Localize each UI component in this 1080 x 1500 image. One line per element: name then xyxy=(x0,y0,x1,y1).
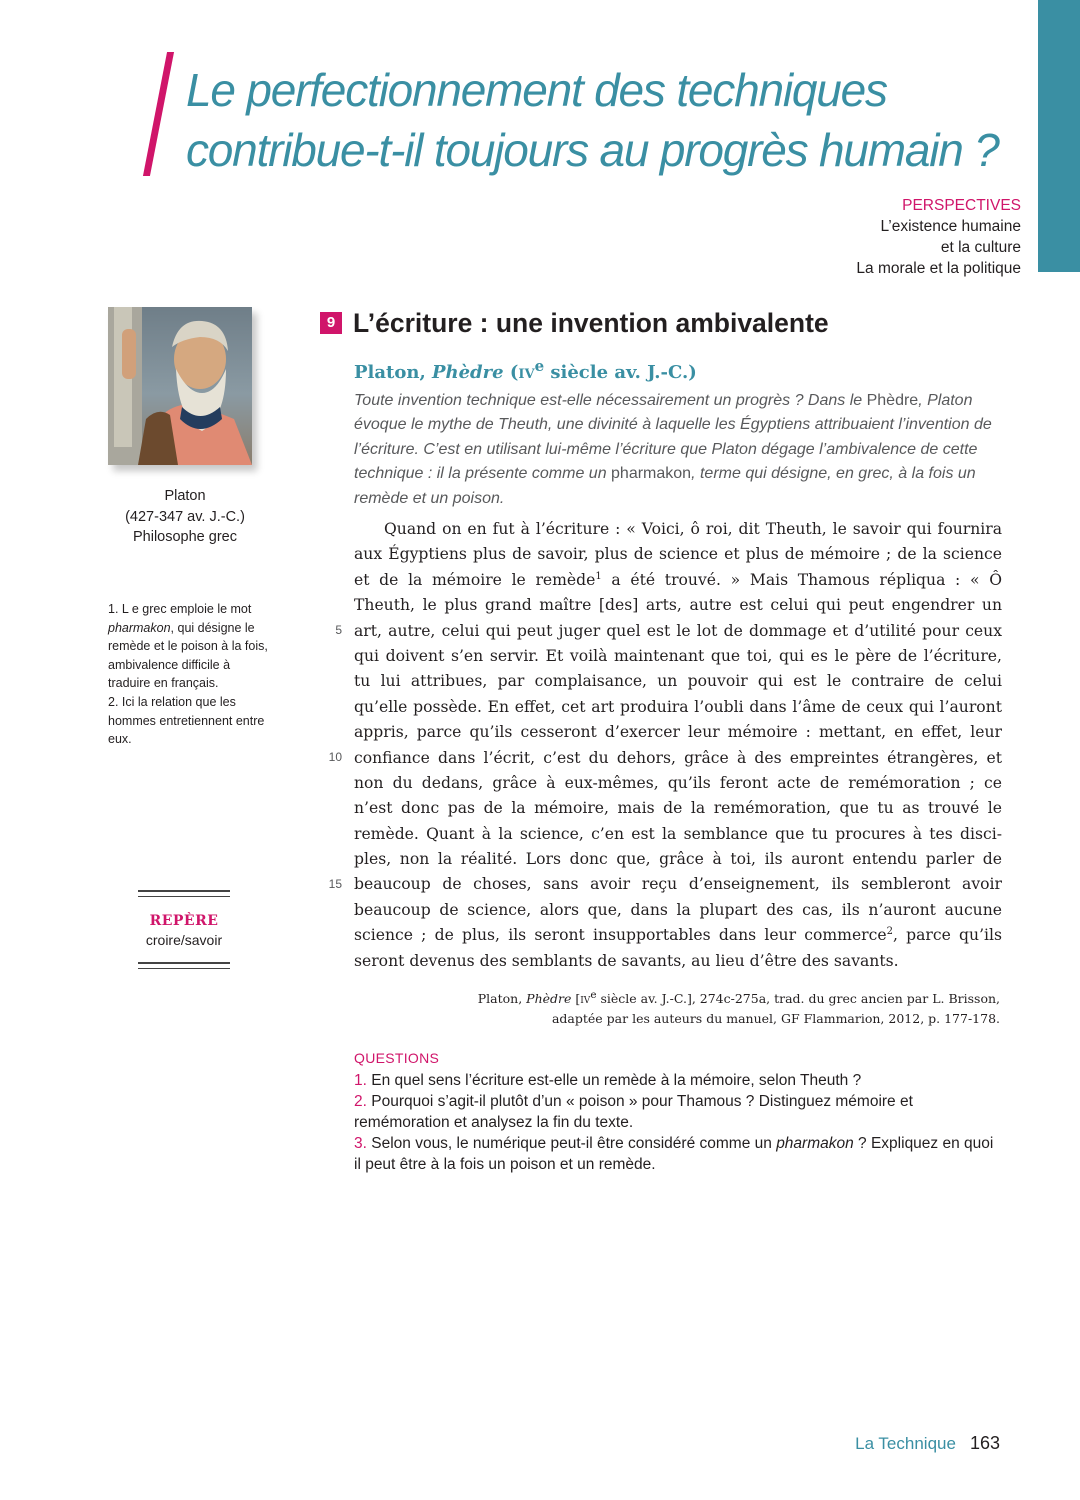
text-line: aux Égyptiens plus de savoir, plus de science et plus de mémoire ; de la science xyxy=(354,545,1002,564)
question-3: 3. Selon vous, le numérique peut-il être considéré comme un pharmakon ? Expliquez en quoi il peut être à la fois un poison et un remède. xyxy=(354,1135,994,1173)
line-number: 5 xyxy=(335,623,342,637)
plato-portrait-image xyxy=(108,307,252,465)
author-caption xyxy=(108,486,262,548)
page-number: 163 xyxy=(969,1433,1000,1453)
page-footer xyxy=(855,1433,1000,1454)
question-2: 2. Pourquoi s’agit-il plutôt d’un « poison » pour Thamous ? Distinguez mémoire et remémoration et analysez la fin du texte. xyxy=(354,1093,913,1131)
text-line: appris, parce qu’ils cesseront d’exercer leur mémoire : mettant, en effet, leur xyxy=(354,723,1002,742)
main-text xyxy=(354,517,1002,974)
citation-line1: Platon, Phèdre [$iv^e$ siècle av. J.-C.], 274c-275a, trad. du grec ancien par L. Brisson, xyxy=(477,989,1000,1007)
document-title: L’écriture : une invention ambivalente xyxy=(353,308,829,338)
text-line: seront devenus des semblants de savants, au lieu d’être des savants. xyxy=(354,951,899,970)
author-role: Philosophe grec xyxy=(133,529,237,545)
text-line: art, autre, celui qui peut juger quel est le lot de dommage et d’utilité pour ceux xyxy=(354,621,1002,640)
text-line: science ; de plus, ils seront insupportables dans leur commerce$^2$, parce qu’ils xyxy=(354,926,1003,945)
page-title xyxy=(186,60,1026,180)
line-number: 15 xyxy=(328,877,342,891)
question-1: 1. En quel sens l’écriture est-elle un remède à la mémoire, selon Theuth ? xyxy=(354,1072,862,1089)
perspectives-line: L’existence humaine xyxy=(880,218,1021,235)
perspectives-line: La morale et la politique xyxy=(856,260,1021,277)
document-number-badge: 9 xyxy=(320,312,342,334)
text-line: qu’elle possède. En effet, cet art produira l’oubli dans l’âme de ceux qui l’auront xyxy=(354,697,1002,716)
chapter-tab-band xyxy=(1038,0,1080,272)
repere-value: croire/savoir xyxy=(145,932,223,948)
title-accent-bar xyxy=(143,52,174,176)
text-line: n’est donc pas de la mémoire, mais de la remémoration, que tu as trouvé le xyxy=(354,799,1002,818)
text-line: beaucoup de choses, sans avoir reçu d’enseignement, ils sembleront avoir xyxy=(354,875,1002,894)
text-line: remède. Quant à la science, c’en est la semblance que tu procures à tes disci- xyxy=(354,824,1002,843)
citation xyxy=(478,986,1000,1028)
page-title-line1: Le perfectionnement des techniques xyxy=(186,64,887,116)
author-portrait xyxy=(108,307,252,465)
document-intro: Toute invention technique est-elle nécessairement un progrès ? Dans le Phèdre, Platon évoque le mythe de Theuth, une divinité à laquelle les Égyptiens attribuaient l’invention de l’écriture. C’est en utilisant lui-même l’écriture que Platon dégage l’ambivalence de cette technique : il la présente comme un pharmakon, terme qui désigne, en grec, à la fois un remède et un poison. xyxy=(354,392,992,507)
footnotes xyxy=(108,600,273,749)
citation-line2: adaptée par les auteurs du manuel, GF Flammarion, 2012, p. 177-178. xyxy=(551,1010,1000,1026)
repere-bottom-rule xyxy=(138,962,230,969)
perspectives-box xyxy=(856,195,1021,279)
text-line: beaucoup de science, alors que, dans la plupart des cas, ils n’auront aucune xyxy=(354,900,1002,919)
text-line: Theuth, le plus grand maître [des] arts, autre est celui qui peut engendrer un xyxy=(354,596,1002,615)
text-line: non du dedans, grâce à eux-mêmes, qu’ils feront acte de remémoration ; ce xyxy=(354,773,1002,792)
text-line: Quand on en fut à l’écriture : « Voici, ô roi, dit Theuth, le savoir qui fournira xyxy=(384,520,1002,538)
repere-label: REPÈRE xyxy=(149,913,219,929)
text-line: tu lui attribues, par complaisance, un pouvoir qui est le contraire de celui xyxy=(354,672,1002,691)
text-line: ples, non la réalité. Lors donc que, grâce à toi, ils auront entendu parler de xyxy=(354,850,1002,869)
questions-section xyxy=(354,1048,1004,1175)
text-line: et de la mémoire le remède$^1$ a été trouvé. » Mais Thamous répliqua : « Ô xyxy=(354,570,1002,589)
document-source: Platon, Phèdre ($iv^e$ siècle av. J.-C.) xyxy=(354,357,697,383)
repere-top-rule xyxy=(138,890,230,897)
text-line: qui doivent s’en servir. Et voilà maintenant que toi, qui es le père de l’écriture, xyxy=(354,646,1002,665)
text-line: confiance dans l’écrit, c’est du dehors, grâce à des empreintes étrangères, et xyxy=(354,748,1002,767)
perspectives-label: PERSPECTIVES xyxy=(902,197,1021,214)
author-name: Platon xyxy=(164,488,206,504)
footer-section-name: La Technique xyxy=(855,1434,956,1453)
author-dates: (427-347 av. J.-C.) xyxy=(125,508,245,525)
perspectives-line: et la culture xyxy=(940,239,1021,256)
footnote-2: 2. Ici la relation que les hommes entretiennent entre eux. xyxy=(108,694,265,747)
questions-title: QUESTIONS xyxy=(354,1050,440,1066)
repere-box xyxy=(138,890,230,969)
page-title-line2: contribue-t-il toujours au progrès humain ? xyxy=(186,124,999,176)
footnote-1: 1. L e grec emploie le mot pharmakon, qui désigne le remède et le poison à la fois, ambivalence difficile à traduire en français. xyxy=(108,602,268,691)
line-number: 10 xyxy=(328,750,342,764)
